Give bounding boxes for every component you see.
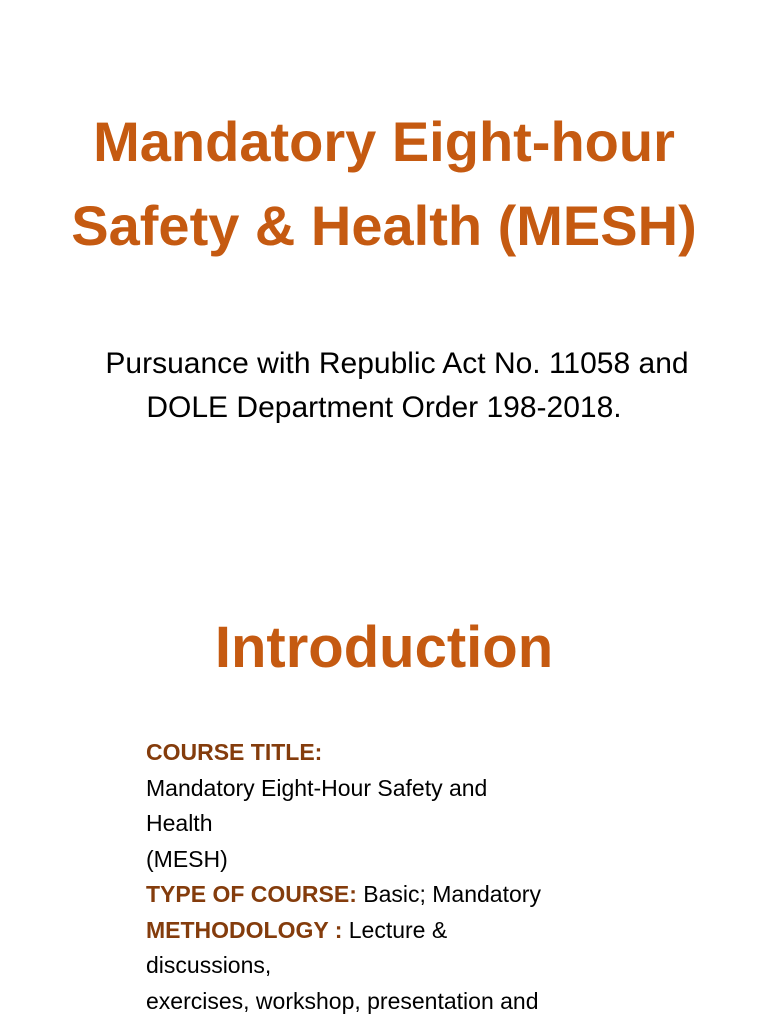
subtitle-line-1: Pursuance with Republic Act No. 11058 and [105, 347, 689, 380]
title-line-1: Mandatory Eight-hour [93, 110, 675, 173]
type-of-course-value: Basic; Mandatory [356, 881, 541, 907]
methodology-label: METHODOLOGY : [146, 916, 343, 943]
course-title-label: COURSE TITLE: [146, 739, 323, 765]
type-of-course-row [146, 877, 746, 913]
course-details [146, 735, 746, 1019]
methodology-value-line-1: Lecture & [342, 916, 448, 943]
subtitle-line-2: DOLE Department Order 198-2018. [146, 391, 622, 424]
methodology-row [146, 913, 746, 949]
methodology-value-line-3: exercises, workshop, presentation and [146, 987, 539, 1014]
title-line-2: Safety & Health (MESH) [71, 194, 697, 257]
type-of-course-label: TYPE OF COURSE: [146, 881, 357, 907]
slide-subtitle [0, 342, 768, 430]
methodology-value-line-2: discussions, [146, 952, 272, 978]
slide-title [0, 100, 768, 268]
course-title-value-line-3: (MESH) [146, 845, 228, 872]
course-title-value-line-1: Mandatory Eight-Hour Safety and [146, 774, 488, 801]
course-title-value-line-2: Health [146, 810, 213, 836]
introduction-heading: Introduction [214, 615, 554, 680]
